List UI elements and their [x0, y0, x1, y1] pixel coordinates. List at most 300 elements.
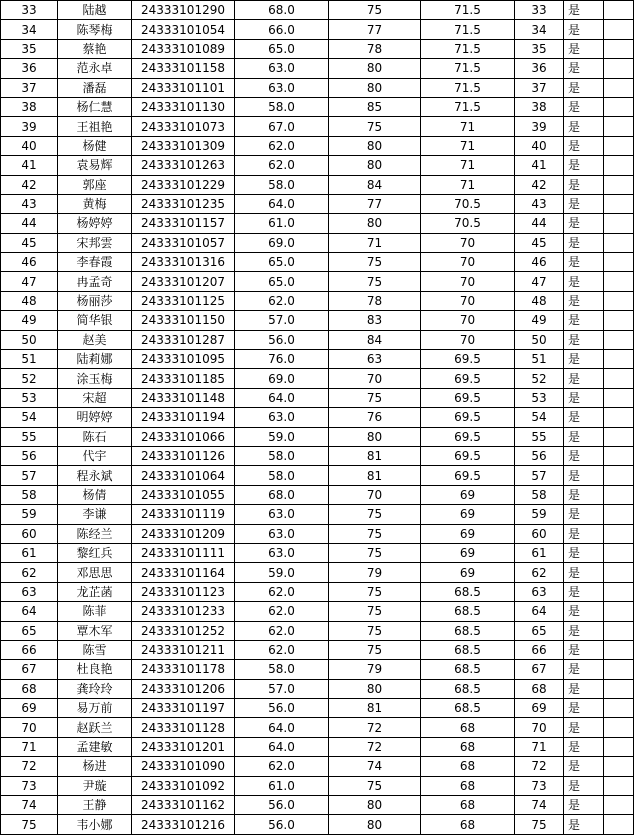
- remark-cell: [604, 446, 634, 465]
- table-row: [1, 78, 634, 97]
- table-row: [1, 505, 634, 524]
- rank-cell: 40: [515, 136, 564, 155]
- rank-cell: 60: [515, 524, 564, 543]
- exam-id-cell: 24333101206: [132, 679, 235, 698]
- seq-cell: 43: [1, 194, 58, 213]
- name-cell: 陈经兰: [58, 524, 132, 543]
- remark-cell: [604, 563, 634, 582]
- remark-cell: [604, 194, 634, 213]
- qualified-cell: 是: [564, 233, 604, 252]
- interview-score-cell: 80: [329, 156, 421, 175]
- remark-cell: [604, 233, 634, 252]
- table-row: [1, 136, 634, 155]
- interview-score-cell: 81: [329, 466, 421, 485]
- written-score-cell: 64.0: [235, 737, 329, 756]
- interview-score-cell: 75: [329, 602, 421, 621]
- exam-id-cell: 24333101263: [132, 156, 235, 175]
- qualified-cell: 是: [564, 485, 604, 504]
- seq-cell: 51: [1, 350, 58, 369]
- written-score-cell: 69.0: [235, 233, 329, 252]
- interview-score-cell: 84: [329, 330, 421, 349]
- rank-cell: 44: [515, 214, 564, 233]
- total-score-cell: 69.5: [421, 466, 515, 485]
- qualified-cell: 是: [564, 388, 604, 407]
- table-row: [1, 408, 634, 427]
- total-score-cell: 68: [421, 796, 515, 815]
- seq-cell: 50: [1, 330, 58, 349]
- interview-score-cell: 80: [329, 78, 421, 97]
- total-score-cell: 68.5: [421, 679, 515, 698]
- written-score-cell: 62.0: [235, 291, 329, 310]
- rank-cell: 36: [515, 59, 564, 78]
- total-score-cell: 70: [421, 311, 515, 330]
- rank-cell: 73: [515, 776, 564, 795]
- total-score-cell: 68.5: [421, 621, 515, 640]
- exam-id-cell: 24333101101: [132, 78, 235, 97]
- total-score-cell: 70.5: [421, 214, 515, 233]
- total-score-cell: 70: [421, 233, 515, 252]
- remark-cell: [604, 679, 634, 698]
- remark-cell: [604, 485, 634, 504]
- total-score-cell: 68.5: [421, 640, 515, 659]
- total-score-cell: 70: [421, 272, 515, 291]
- rank-cell: 59: [515, 505, 564, 524]
- remark-cell: [604, 718, 634, 737]
- remark-cell: [604, 20, 634, 39]
- name-cell: 范永卓: [58, 59, 132, 78]
- qualified-cell: 是: [564, 350, 604, 369]
- exam-id-cell: 24333101123: [132, 582, 235, 601]
- exam-id-cell: 24333101316: [132, 253, 235, 272]
- total-score-cell: 71.5: [421, 78, 515, 97]
- name-cell: 杨健: [58, 136, 132, 155]
- written-score-cell: 67.0: [235, 117, 329, 136]
- qualified-cell: 是: [564, 330, 604, 349]
- qualified-cell: 是: [564, 272, 604, 291]
- written-score-cell: 63.0: [235, 543, 329, 562]
- name-cell: 潘磊: [58, 78, 132, 97]
- seq-cell: 40: [1, 136, 58, 155]
- table-row: [1, 815, 634, 834]
- rank-cell: 57: [515, 466, 564, 485]
- remark-cell: [604, 59, 634, 78]
- exam-id-cell: 24333101233: [132, 602, 235, 621]
- rank-cell: 38: [515, 97, 564, 116]
- name-cell: 涂玉梅: [58, 369, 132, 388]
- written-score-cell: 56.0: [235, 699, 329, 718]
- written-score-cell: 64.0: [235, 718, 329, 737]
- name-cell: 黎红兵: [58, 543, 132, 562]
- name-cell: 杨丽莎: [58, 291, 132, 310]
- seq-cell: 67: [1, 660, 58, 679]
- remark-cell: [604, 408, 634, 427]
- exam-id-cell: 24333101055: [132, 485, 235, 504]
- written-score-cell: 58.0: [235, 660, 329, 679]
- rank-cell: 52: [515, 369, 564, 388]
- table-row: [1, 796, 634, 815]
- written-score-cell: 63.0: [235, 408, 329, 427]
- qualified-cell: 是: [564, 679, 604, 698]
- seq-cell: 62: [1, 563, 58, 582]
- qualified-cell: 是: [564, 156, 604, 175]
- written-score-cell: 59.0: [235, 563, 329, 582]
- rank-cell: 58: [515, 485, 564, 504]
- written-score-cell: 76.0: [235, 350, 329, 369]
- remark-cell: [604, 776, 634, 795]
- total-score-cell: 68.5: [421, 582, 515, 601]
- remark-cell: [604, 621, 634, 640]
- qualified-cell: 是: [564, 505, 604, 524]
- total-score-cell: 69.5: [421, 408, 515, 427]
- name-cell: 赵跃兰: [58, 718, 132, 737]
- rank-cell: 39: [515, 117, 564, 136]
- seq-cell: 69: [1, 699, 58, 718]
- exam-id-cell: 24333101309: [132, 136, 235, 155]
- name-cell: 覃木军: [58, 621, 132, 640]
- seq-cell: 68: [1, 679, 58, 698]
- total-score-cell: 69.5: [421, 427, 515, 446]
- seq-cell: 44: [1, 214, 58, 233]
- interview-score-cell: 78: [329, 291, 421, 310]
- written-score-cell: 61.0: [235, 776, 329, 795]
- seq-cell: 66: [1, 640, 58, 659]
- remark-cell: [604, 78, 634, 97]
- qualified-cell: 是: [564, 640, 604, 659]
- table-row: [1, 621, 634, 640]
- qualified-cell: 是: [564, 39, 604, 58]
- rank-cell: 55: [515, 427, 564, 446]
- seq-cell: 59: [1, 505, 58, 524]
- written-score-cell: 62.0: [235, 602, 329, 621]
- remark-cell: [604, 640, 634, 659]
- exam-id-cell: 24333101185: [132, 369, 235, 388]
- remark-cell: [604, 369, 634, 388]
- interview-score-cell: 80: [329, 427, 421, 446]
- interview-score-cell: 77: [329, 20, 421, 39]
- seq-cell: 72: [1, 757, 58, 776]
- exam-id-cell: 24333101178: [132, 660, 235, 679]
- total-score-cell: 68: [421, 737, 515, 756]
- remark-cell: [604, 427, 634, 446]
- interview-score-cell: 75: [329, 524, 421, 543]
- remark-cell: [604, 796, 634, 815]
- exam-id-cell: 24333101092: [132, 776, 235, 795]
- name-cell: 陈琴梅: [58, 20, 132, 39]
- written-score-cell: 66.0: [235, 20, 329, 39]
- rank-cell: 56: [515, 446, 564, 465]
- seq-cell: 55: [1, 427, 58, 446]
- name-cell: 冉孟奇: [58, 272, 132, 291]
- seq-cell: 58: [1, 485, 58, 504]
- name-cell: 邓思思: [58, 563, 132, 582]
- written-score-cell: 62.0: [235, 621, 329, 640]
- qualified-cell: 是: [564, 117, 604, 136]
- table-row: [1, 524, 634, 543]
- table-row: [1, 233, 634, 252]
- written-score-cell: 65.0: [235, 272, 329, 291]
- seq-cell: 52: [1, 369, 58, 388]
- total-score-cell: 69: [421, 505, 515, 524]
- exam-id-cell: 24333101209: [132, 524, 235, 543]
- interview-score-cell: 75: [329, 253, 421, 272]
- seq-cell: 61: [1, 543, 58, 562]
- seq-cell: 46: [1, 253, 58, 272]
- name-cell: 赵美: [58, 330, 132, 349]
- written-score-cell: 69.0: [235, 369, 329, 388]
- name-cell: 明婷婷: [58, 408, 132, 427]
- table-row: [1, 350, 634, 369]
- qualified-cell: 是: [564, 194, 604, 213]
- exam-id-cell: 24333101287: [132, 330, 235, 349]
- written-score-cell: 68.0: [235, 485, 329, 504]
- table-row: [1, 737, 634, 756]
- written-score-cell: 56.0: [235, 330, 329, 349]
- interview-score-cell: 85: [329, 97, 421, 116]
- exam-id-cell: 24333101150: [132, 311, 235, 330]
- interview-score-cell: 80: [329, 59, 421, 78]
- seq-cell: 70: [1, 718, 58, 737]
- table-row: [1, 563, 634, 582]
- exam-id-cell: 24333101066: [132, 427, 235, 446]
- qualified-cell: 是: [564, 582, 604, 601]
- seq-cell: 41: [1, 156, 58, 175]
- written-score-cell: 64.0: [235, 194, 329, 213]
- seq-cell: 47: [1, 272, 58, 291]
- interview-score-cell: 79: [329, 563, 421, 582]
- table-row: [1, 330, 634, 349]
- exam-id-cell: 24333101197: [132, 699, 235, 718]
- exam-id-cell: 24333101090: [132, 757, 235, 776]
- qualified-cell: 是: [564, 20, 604, 39]
- table-row: [1, 39, 634, 58]
- rank-cell: 51: [515, 350, 564, 369]
- name-cell: 杨进: [58, 757, 132, 776]
- table-row: [1, 194, 634, 213]
- qualified-cell: 是: [564, 621, 604, 640]
- interview-score-cell: 75: [329, 621, 421, 640]
- remark-cell: [604, 136, 634, 155]
- rank-cell: 42: [515, 175, 564, 194]
- written-score-cell: 62.0: [235, 757, 329, 776]
- remark-cell: [604, 543, 634, 562]
- total-score-cell: 69: [421, 524, 515, 543]
- total-score-cell: 69.5: [421, 350, 515, 369]
- name-cell: 王祖艳: [58, 117, 132, 136]
- remark-cell: [604, 505, 634, 524]
- seq-cell: 33: [1, 1, 58, 20]
- rank-cell: 62: [515, 563, 564, 582]
- interview-score-cell: 76: [329, 408, 421, 427]
- name-cell: 王静: [58, 796, 132, 815]
- exam-id-cell: 24333101095: [132, 350, 235, 369]
- seq-cell: 37: [1, 78, 58, 97]
- rank-cell: 75: [515, 815, 564, 834]
- table-row: [1, 427, 634, 446]
- rank-cell: 64: [515, 602, 564, 621]
- remark-cell: [604, 253, 634, 272]
- qualified-cell: 是: [564, 563, 604, 582]
- total-score-cell: 68: [421, 718, 515, 737]
- written-score-cell: 62.0: [235, 136, 329, 155]
- seq-cell: 42: [1, 175, 58, 194]
- remark-cell: [604, 156, 634, 175]
- rank-cell: 33: [515, 1, 564, 20]
- total-score-cell: 70: [421, 291, 515, 310]
- seq-cell: 45: [1, 233, 58, 252]
- written-score-cell: 61.0: [235, 214, 329, 233]
- qualified-cell: 是: [564, 815, 604, 834]
- name-cell: 杨婷婷: [58, 214, 132, 233]
- rank-cell: 70: [515, 718, 564, 737]
- table-row: [1, 311, 634, 330]
- exam-id-cell: 24333101128: [132, 718, 235, 737]
- exam-id-cell: 24333101157: [132, 214, 235, 233]
- qualified-cell: 是: [564, 699, 604, 718]
- rank-cell: 68: [515, 679, 564, 698]
- qualified-cell: 是: [564, 291, 604, 310]
- exam-id-cell: 24333101235: [132, 194, 235, 213]
- rank-cell: 43: [515, 194, 564, 213]
- table-row: [1, 20, 634, 39]
- table-row: [1, 660, 634, 679]
- qualified-cell: 是: [564, 602, 604, 621]
- interview-score-cell: 75: [329, 543, 421, 562]
- written-score-cell: 57.0: [235, 679, 329, 698]
- rank-cell: 72: [515, 757, 564, 776]
- written-score-cell: 65.0: [235, 39, 329, 58]
- rank-cell: 66: [515, 640, 564, 659]
- exam-id-cell: 24333101126: [132, 446, 235, 465]
- remark-cell: [604, 175, 634, 194]
- table-row: [1, 699, 634, 718]
- seq-cell: 73: [1, 776, 58, 795]
- remark-cell: [604, 330, 634, 349]
- interview-score-cell: 70: [329, 485, 421, 504]
- interview-score-cell: 84: [329, 175, 421, 194]
- seq-cell: 39: [1, 117, 58, 136]
- interview-score-cell: 75: [329, 776, 421, 795]
- exam-id-cell: 24333101194: [132, 408, 235, 427]
- qualified-cell: 是: [564, 466, 604, 485]
- seq-cell: 49: [1, 311, 58, 330]
- remark-cell: [604, 39, 634, 58]
- total-score-cell: 71.5: [421, 1, 515, 20]
- rank-cell: 74: [515, 796, 564, 815]
- table-row: [1, 272, 634, 291]
- exam-id-cell: 24333101158: [132, 59, 235, 78]
- table-row: [1, 1, 634, 20]
- name-cell: 陆越: [58, 1, 132, 20]
- remark-cell: [604, 291, 634, 310]
- name-cell: 袁易辉: [58, 156, 132, 175]
- exam-id-cell: 24333101111: [132, 543, 235, 562]
- remark-cell: [604, 117, 634, 136]
- written-score-cell: 59.0: [235, 427, 329, 446]
- written-score-cell: 65.0: [235, 253, 329, 272]
- seq-cell: 65: [1, 621, 58, 640]
- rank-cell: 71: [515, 737, 564, 756]
- qualified-cell: 是: [564, 543, 604, 562]
- remark-cell: [604, 350, 634, 369]
- qualified-cell: 是: [564, 175, 604, 194]
- qualified-cell: 是: [564, 253, 604, 272]
- interview-score-cell: 79: [329, 660, 421, 679]
- exam-id-cell: 24333101162: [132, 796, 235, 815]
- written-score-cell: 58.0: [235, 97, 329, 116]
- seq-cell: 38: [1, 97, 58, 116]
- interview-score-cell: 80: [329, 214, 421, 233]
- total-score-cell: 69: [421, 563, 515, 582]
- seq-cell: 48: [1, 291, 58, 310]
- written-score-cell: 68.0: [235, 1, 329, 20]
- name-cell: 杨仁慧: [58, 97, 132, 116]
- seq-cell: 63: [1, 582, 58, 601]
- rank-cell: 67: [515, 660, 564, 679]
- table-row: [1, 543, 634, 562]
- seq-cell: 56: [1, 446, 58, 465]
- exam-id-cell: 24333101089: [132, 39, 235, 58]
- name-cell: 李谦: [58, 505, 132, 524]
- total-score-cell: 69: [421, 485, 515, 504]
- interview-score-cell: 63: [329, 350, 421, 369]
- qualified-cell: 是: [564, 427, 604, 446]
- written-score-cell: 63.0: [235, 524, 329, 543]
- total-score-cell: 68.5: [421, 660, 515, 679]
- written-score-cell: 58.0: [235, 466, 329, 485]
- written-score-cell: 62.0: [235, 582, 329, 601]
- name-cell: 郭座: [58, 175, 132, 194]
- name-cell: 李春霞: [58, 253, 132, 272]
- seq-cell: 57: [1, 466, 58, 485]
- written-score-cell: 56.0: [235, 815, 329, 834]
- exam-id-cell: 24333101130: [132, 97, 235, 116]
- table-row: [1, 679, 634, 698]
- name-cell: 尹璇: [58, 776, 132, 795]
- remark-cell: [604, 815, 634, 834]
- name-cell: 龙芷菡: [58, 582, 132, 601]
- table-row: [1, 718, 634, 737]
- total-score-cell: 70: [421, 330, 515, 349]
- seq-cell: 34: [1, 20, 58, 39]
- total-score-cell: 68: [421, 815, 515, 834]
- interview-score-cell: 80: [329, 136, 421, 155]
- remark-cell: [604, 214, 634, 233]
- exam-id-cell: 24333101073: [132, 117, 235, 136]
- table-row: [1, 582, 634, 601]
- table-row: [1, 446, 634, 465]
- name-cell: 陈雪: [58, 640, 132, 659]
- seq-cell: 60: [1, 524, 58, 543]
- table-row: [1, 388, 634, 407]
- rank-cell: 47: [515, 272, 564, 291]
- total-score-cell: 68: [421, 757, 515, 776]
- total-score-cell: 68: [421, 776, 515, 795]
- qualified-cell: 是: [564, 660, 604, 679]
- total-score-cell: 70.5: [421, 194, 515, 213]
- remark-cell: [604, 602, 634, 621]
- exam-id-cell: 24333101064: [132, 466, 235, 485]
- table-row: [1, 757, 634, 776]
- rank-cell: 65: [515, 621, 564, 640]
- interview-score-cell: 81: [329, 699, 421, 718]
- qualified-cell: 是: [564, 136, 604, 155]
- exam-id-cell: 24333101057: [132, 233, 235, 252]
- seq-cell: 64: [1, 602, 58, 621]
- exam-id-cell: 24333101207: [132, 272, 235, 291]
- exam-id-cell: 24333101201: [132, 737, 235, 756]
- table-row: [1, 640, 634, 659]
- name-cell: 代宇: [58, 446, 132, 465]
